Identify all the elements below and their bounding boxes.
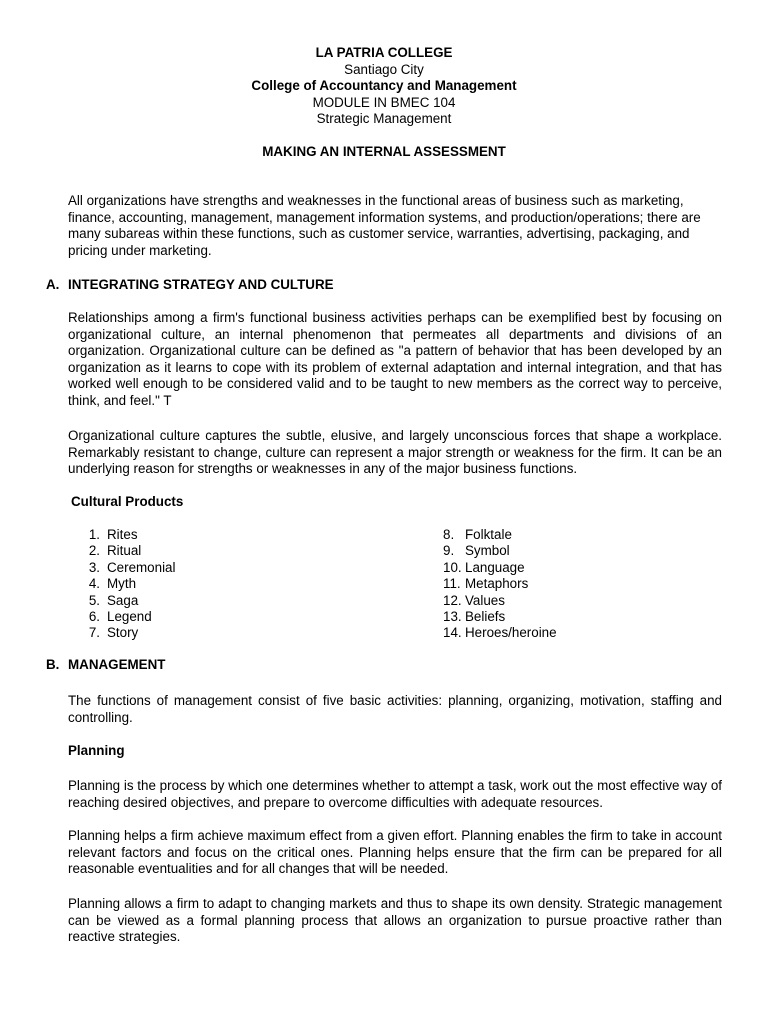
list-item-number: 7.	[88, 625, 100, 641]
list-item-label: Folktale	[465, 527, 512, 542]
list-item-label: Saga	[107, 592, 139, 608]
planning-paragraph-1: Planning is the process by which one determines whether to attempt a task, work out the most effective way of reaching desired objectives, and prepare to overcome difficulties with adequate resources.	[68, 778, 722, 810]
section-a-paragraph-1: Relationships among a firm's functional business activities perhaps can be exemplified best by focusing on organizational culture, an internal phenomenon that permeates all departments and divisions of an organization. Organizational culture can be defined as "a pattern of behavior that has been developed by an organization as it learns to cope with its problem of external adaptation and internal integration, and that has worked well enough to be considered valid and to be taught to new members as the correct way to perceive, think, and feel." T	[68, 310, 722, 408]
list-item-label: Ritual	[107, 543, 142, 559]
list-item	[88, 527, 175, 543]
subject-name: Strategic Management	[316, 111, 452, 127]
department-name: College of Accountancy and Management	[251, 78, 517, 94]
list-item-number: 13.	[443, 608, 462, 624]
section-a-heading	[46, 277, 334, 294]
cultural-products-list-right	[443, 527, 557, 642]
section-a-letter: A.	[46, 277, 60, 292]
list-item-number: 4.	[88, 576, 100, 592]
intro-paragraph: All organizations have strengths and weaknesses in the functional areas of business such as marketing, finance, accounting, management, management information systems, and production/operations; there are many subareas within these functions, such as customer service, warranties, advertising, packaging, and pricing under marketing.	[68, 193, 701, 258]
college-city: Santiago City	[344, 61, 424, 77]
document-title: MAKING AN INTERNAL ASSESSMENT	[262, 144, 506, 159]
list-item-number: 2.	[88, 543, 100, 559]
section-b-heading	[46, 657, 165, 674]
list-item-label: Legend	[107, 608, 152, 624]
list-item-label: Values	[465, 592, 505, 608]
list-item-number: 12.	[443, 592, 462, 608]
list-item-label: Symbol	[465, 543, 510, 559]
section-b-letter: B.	[46, 657, 60, 672]
section-a-paragraph-2: Organizational culture captures the subtle, elusive, and largely unconscious forces that shape a workplace. Remarkably resistant to change, culture can represent a major strength or weakness for the firm. It can be an underlying reason for strengths or weaknesses in any of the major business functions.	[68, 428, 722, 477]
list-item-label: Heroes/heroine	[465, 625, 557, 641]
list-item-number: 3.	[88, 559, 100, 575]
list-item-number: 14.	[443, 625, 462, 641]
list-item-label: Metaphors	[465, 576, 529, 592]
list-item	[443, 593, 557, 609]
document-header	[0, 45, 768, 128]
list-item-number: 9.	[443, 543, 455, 559]
list-item-label: Rites	[107, 527, 138, 542]
list-item-label: Ceremonial	[107, 559, 176, 575]
list-item	[88, 560, 175, 576]
list-item	[88, 609, 175, 625]
list-item	[88, 576, 175, 592]
list-item	[443, 543, 557, 559]
planning-paragraph-3: Planning allows a firm to adapt to changing markets and thus to shape its own density. Strategic management can be viewed as a formal planning process that allows an organization to pursue proactive rather than reactive strategies.	[68, 896, 722, 945]
list-item	[443, 527, 557, 543]
list-item	[443, 625, 557, 641]
list-item-number: 8.	[443, 527, 455, 542]
list-item	[88, 543, 175, 559]
planning-heading: Planning	[68, 743, 125, 758]
list-item-label: Story	[107, 625, 139, 641]
list-item-number: 5.	[88, 592, 100, 608]
section-b-title: MANAGEMENT	[68, 657, 166, 672]
list-item-number: 11.	[443, 576, 461, 592]
list-item	[88, 625, 175, 641]
list-item-number: 6.	[88, 608, 100, 624]
list-item	[88, 593, 175, 609]
cultural-products-heading: Cultural Products	[71, 494, 184, 509]
planning-paragraph-2: Planning helps a firm achieve maximum effect from a given effort. Planning enables the firm to take in account relevant factors and focus on the critical ones. Planning helps ensure that the firm can be prepared for all reasonable eventualities and for all changes that will be needed.	[68, 828, 722, 877]
list-item-label: Myth	[107, 576, 137, 592]
list-item	[443, 576, 557, 592]
list-item-label: Language	[465, 559, 525, 575]
module-code: MODULE IN BMEC 104	[312, 94, 456, 110]
section-b-intro: The functions of management consist of five basic activities: planning, organizing, motivation, staffing and controlling.	[68, 693, 722, 725]
cultural-products-list-left	[88, 527, 175, 642]
list-item-number: 1.	[88, 527, 100, 542]
college-name: LA PATRIA COLLEGE	[315, 45, 453, 60]
list-item-number: 10.	[443, 559, 462, 575]
list-item	[443, 609, 557, 625]
list-item-label: Beliefs	[465, 608, 506, 624]
list-item	[443, 560, 557, 576]
section-a-title: INTEGRATING STRATEGY AND CULTURE	[68, 277, 334, 292]
